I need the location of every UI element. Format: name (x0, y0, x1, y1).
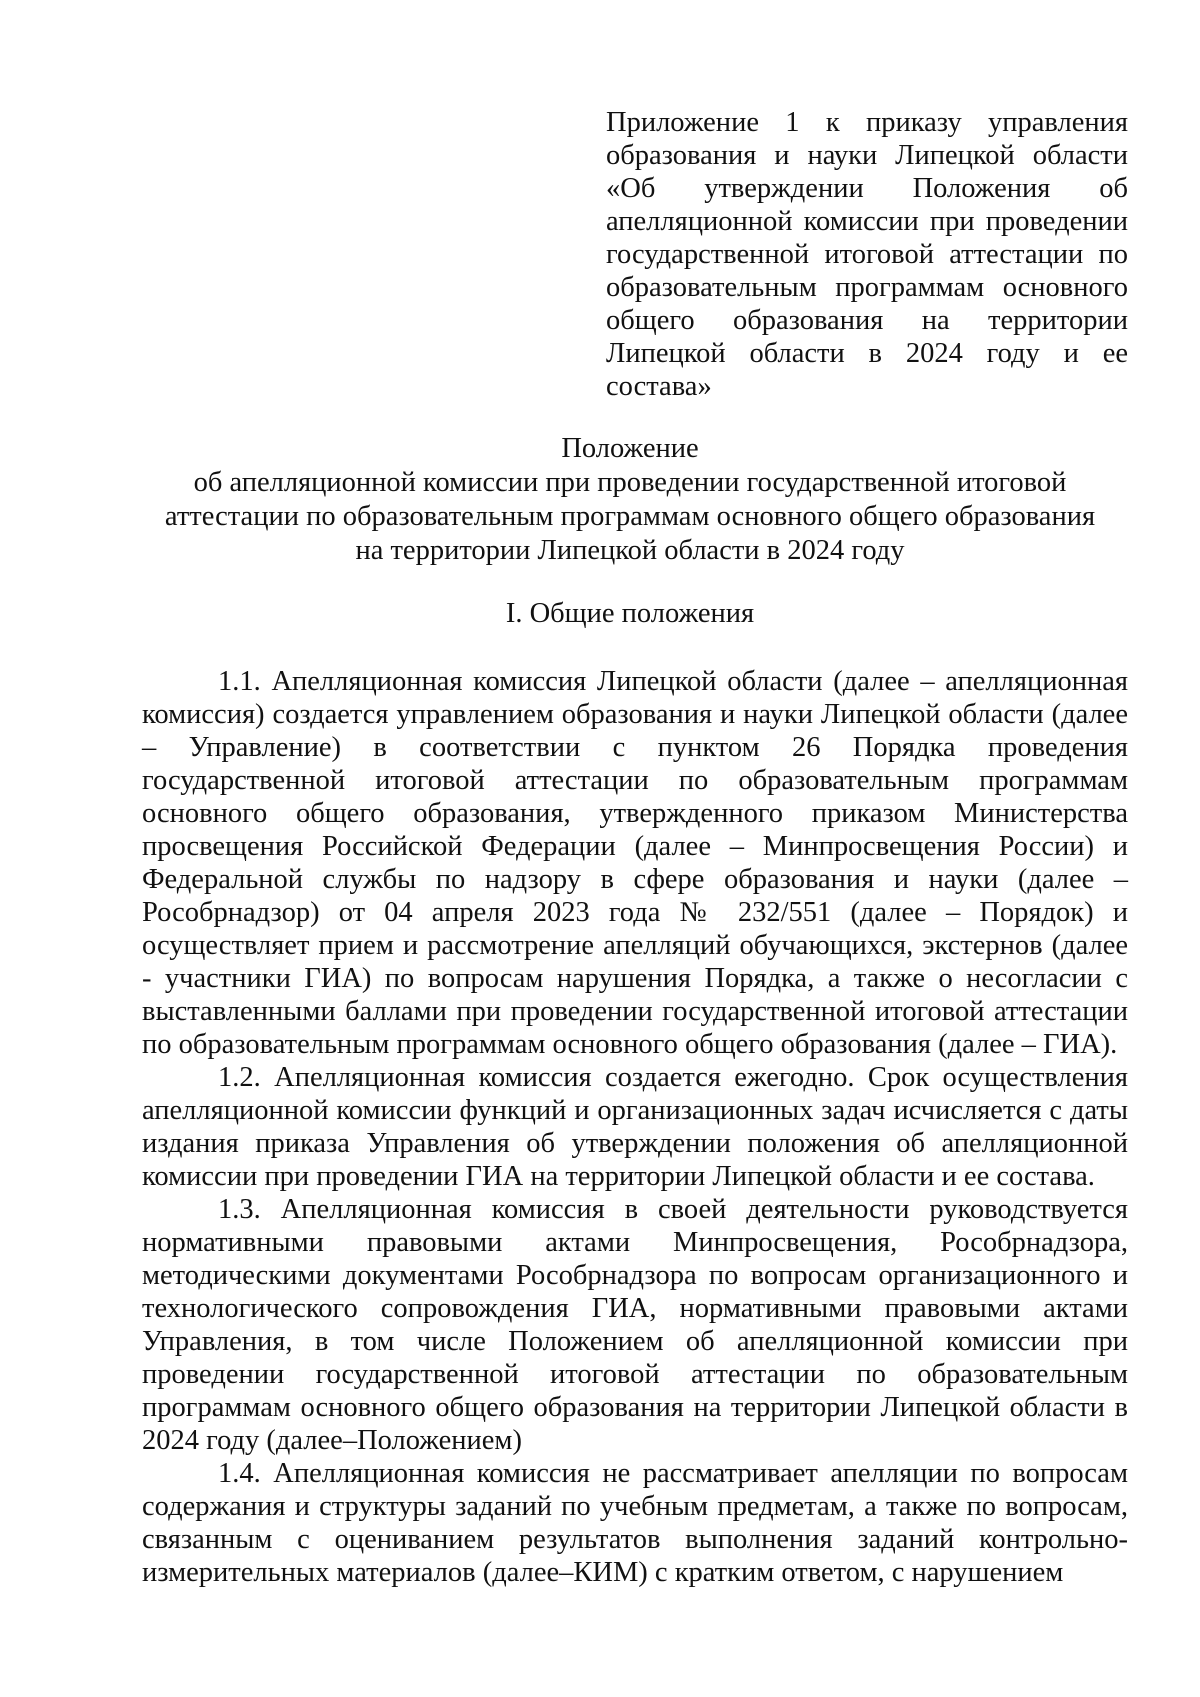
document-title (130, 432, 1130, 568)
document-body (142, 665, 1128, 1589)
title-line-1: об апелляционной комиссии при проведении государственной итоговой (193, 467, 1067, 498)
paragraph-1-3: 1.3. Апелляционная комиссия в своей деятельности руководствуется нормативными правовыми актами Минпросвещения, Рособрнадзора, методическими документами Рособрнадзора по вопросам организационного и технологического сопровождения ГИА, нормативными правовыми актами Управления, в том числе Положением об апелляционной комиссии при проведении государственной итоговой аттестации по образовательным программам основного общего образования на территории Липецкой области в 2024 году (далее–Положением) (142, 1194, 1128, 1456)
appendix-note: Приложение 1 к приказу управления образования и науки Липецкой области «Об утверждении Положения об апелляционной комиссии при проведении государственной итоговой аттестации по образовательным программам основного общего образования на территории Липецкой области в 2024 году и ее состава» (606, 107, 1128, 402)
section-heading: I. Общие положения (505, 598, 755, 629)
title-line-2: аттестации по образовательным программам основного общего образования (164, 501, 1096, 532)
title-heading: Положение (561, 433, 699, 464)
title-line-3: на территории Липецкой области в 2024 году (355, 535, 905, 566)
paragraph-1-4: 1.4. Апелляционная комиссия не рассматривает апелляции по вопросам содержания и структуры заданий по учебным предметам, а также по вопросам, связанным с оцениванием результатов выполнения заданий контрольно-измерительных материалов (далее–КИМ) с кратким ответом, с нарушением (142, 1458, 1128, 1588)
paragraph-1-1: 1.1. Апелляционная комиссия Липецкой области (далее – апелляционная комиссия) создается управлением образования и науки Липецкой области (далее – Управление) в соответствии с пунктом 26 Порядка проведения государственной итоговой аттестации по образовательным программам основного общего образования, утвержденного приказом Министерства просвещения Российской Федерации (далее – Минпросвещения России) и Федеральной службы по надзору в сфере образования и науки (далее –Рособрнадзор) от 04 апреля 2023 года № 232/551 (далее – Порядок) и осуществляет прием и рассмотрение апелляций обучающихся, экстернов (далее - участники ГИА) по вопросам нарушения Порядка, а также о несогласии с выставленными баллами при проведении государственной итоговой аттестации по образовательным программам основного общего образования (далее – ГИА). (142, 666, 1128, 1060)
paragraph-1-2: 1.2. Апелляционная комиссия создается ежегодно. Срок осуществления апелляционной комиссии функций и организационных задач исчисляется с даты издания приказа Управления об утверждении положения об апелляционной комиссии при проведении ГИА на территории Липецкой области и ее состава. (142, 1062, 1128, 1192)
